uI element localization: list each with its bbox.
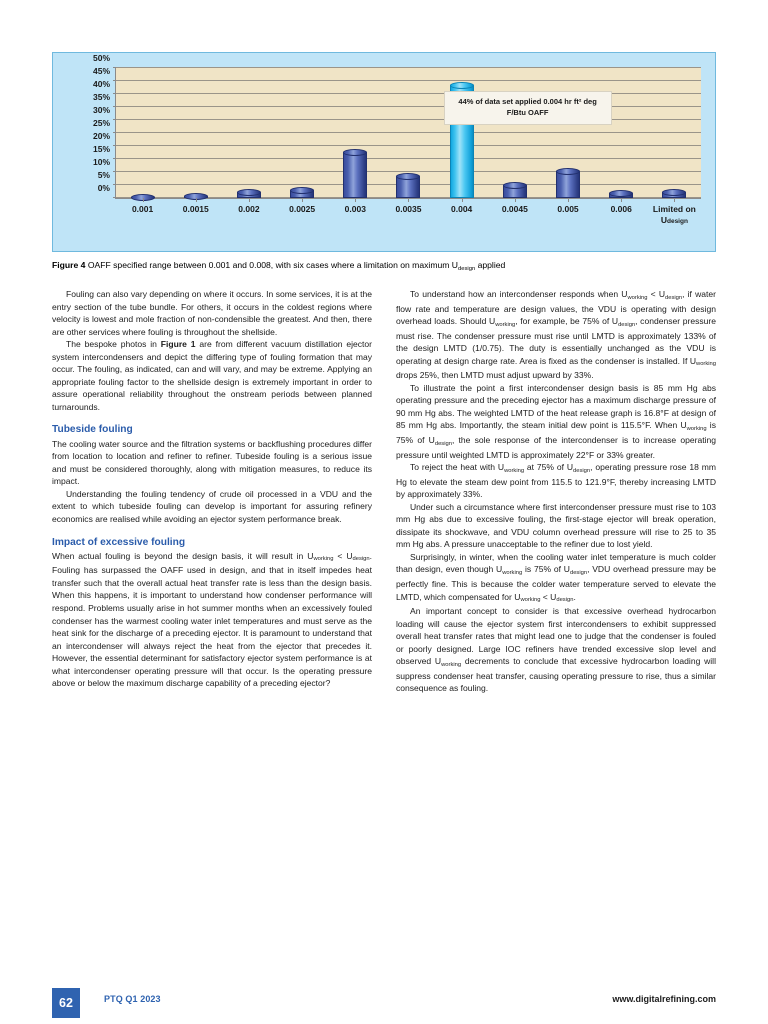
figure-1-reference: Figure 1 xyxy=(160,339,196,350)
subscript: working xyxy=(520,597,541,604)
x-axis-tick-label: 0.006 xyxy=(610,204,632,214)
x-axis-tick-label: 0.0035 xyxy=(395,204,422,214)
x-axis-tick-label: 0.0015 xyxy=(182,204,209,214)
y-axis-tick-label: 35% xyxy=(92,92,110,102)
paragraph xyxy=(52,338,372,413)
y-axis-tick-label: 25% xyxy=(92,118,110,128)
x-axis-tick-label: 0.0045 xyxy=(501,204,528,214)
bar-group[interactable] xyxy=(541,68,594,214)
paragraph-text: , VDU overhead pressure may be perfectly fine. This is because the colder water temperature served to elevate the LMTD, which compensated for U xyxy=(396,564,716,602)
paragraph-text: < U xyxy=(333,550,353,561)
figure-caption-label: Figure 4 xyxy=(52,260,86,270)
bar[interactable] xyxy=(662,191,686,198)
x-axis-tick-mark xyxy=(568,198,569,202)
paragraph-text: at 75% of U xyxy=(524,462,574,473)
subscript: design xyxy=(352,556,370,563)
paragraph-text: . xyxy=(573,591,576,602)
x-axis-tick-mark xyxy=(143,198,144,202)
y-axis-tick-label: 10% xyxy=(92,157,110,167)
paragraph xyxy=(396,382,716,461)
paragraph xyxy=(396,461,716,501)
bar-group[interactable] xyxy=(595,68,648,214)
section-heading-tubeside-fouling: Tubeside fouling xyxy=(52,424,133,436)
paragraph xyxy=(52,550,372,690)
page-number: 62 xyxy=(52,988,80,1018)
x-axis-tick-mark xyxy=(302,198,303,202)
subscript: working xyxy=(504,467,525,474)
y-axis-tick-label: 45% xyxy=(92,66,110,76)
paragraph-text: The bespoke photos in xyxy=(66,339,161,350)
right-column xyxy=(396,288,716,695)
figure-caption-subscript: design xyxy=(458,265,476,272)
subscript: working xyxy=(495,321,516,328)
paragraph-text: , condenser pressure must rise. The condenser pressure must rise until LMTD is approximately 133% of the design LMTD (1/0.75). The duty is essentially unchanged as the VDU is operating at design charge rate. Area is fixed as the condenser is installed. If U xyxy=(396,316,717,366)
bar-group[interactable] xyxy=(382,68,435,214)
y-axis-tick-label: 50% xyxy=(92,53,110,63)
subscript: working xyxy=(441,661,462,668)
paragraph-text: are from different vacuum distillation ejector system intercondensers and depict the differing type of fouling formation that may occur. The fouling, as indicated, can and will vary, and may be extreme. Applying an appropriate fouling factor to the shellside design is extremely important in order to assure operational reliability throughout the onstream periods between planned turnarounds. xyxy=(52,339,372,412)
subscript: working xyxy=(696,361,716,368)
subscript: design xyxy=(434,440,452,447)
page-footer xyxy=(52,988,716,1018)
bar[interactable] xyxy=(396,175,420,198)
paragraph-text: decrements to conclude that excessive hydrocarbon loading will suppress condenser heat transfer, causing operating pressure to rise, thus a similar consequence as fouling. xyxy=(396,656,716,694)
x-axis-tick-mark xyxy=(621,198,622,202)
website-url[interactable]: www.digitalrefining.com xyxy=(612,994,716,1004)
paragraph-text: , for example, be 75% of U xyxy=(515,316,619,327)
bar-group[interactable] xyxy=(435,68,488,214)
subscript: design xyxy=(573,467,591,474)
x-axis-tick-mark xyxy=(462,198,463,202)
bar-group[interactable] xyxy=(116,68,169,214)
chart-annotation: 44% of data set applied 0.004 hr ft² deg F/Btu OAFF xyxy=(444,91,612,125)
paragraph-text: To reject the heat with U xyxy=(410,462,505,473)
paragraph: Understanding the fouling tendency of crude oil processed in a VDU and the extent to which tubeside fouling can develop is important for assuring refinery economics are realised while avoiding an ejector system performance break. xyxy=(52,488,372,524)
y-axis-tick-label: 0% xyxy=(97,183,110,193)
x-axis-tick-label: 0.0025 xyxy=(289,204,316,214)
bar[interactable] xyxy=(290,189,314,198)
subscript: working xyxy=(502,570,523,577)
subscript: design xyxy=(665,294,683,301)
x-axis-tick-label: 0.003 xyxy=(344,204,366,214)
bar[interactable] xyxy=(343,151,367,198)
paragraph-text: When actual fouling is beyond the design basis, it will result in U xyxy=(52,550,314,561)
subscript: design xyxy=(556,597,574,604)
paragraph-text: . Fouling has surpassed the OAFF used in design, and that in itself impedes heat transfer such that the overall actual heat transfer rate is less than the design basis. When this happens, it is important to understand how condenser performance will respond. Problems usually arise in hot summer months when an excessively fouled condenser has the warmest cooling water inlet temperatures and must serve as the heat sink for the discharge of a preceding ejector. It is paramount to understand that an intercondenser will always reject the heat from the ejector that precedes it. However, the essential determinant for satisfactory ejector system performance is at what intercondenser operating pressure will that occur. Is the operating pressure above or below the maximum discharge capability of a preceding ejector? xyxy=(52,550,372,689)
left-column xyxy=(52,288,372,695)
y-axis-tick-label: 15% xyxy=(92,144,110,154)
figure-4 xyxy=(52,52,716,272)
bar-group[interactable] xyxy=(276,68,329,214)
figure-caption-text-2: applied xyxy=(475,260,506,270)
subscript: working xyxy=(627,294,648,301)
subscript: design xyxy=(569,570,588,577)
paragraph: Fouling can also vary depending on where it occurs. In some services, it is at the entry section of the tube bundle. For others, it occurs in the coldest regions where velocity is lowest and mole fraction of non-condensible the greatest. And then, there are other services where fouling is throughout the shellside. xyxy=(52,289,372,337)
y-axis-tick-label: 20% xyxy=(92,131,110,141)
issue-label: PTQ Q1 2023 xyxy=(104,994,161,1004)
y-axis-tick-label: 5% xyxy=(97,170,110,180)
x-axis-tick-mark xyxy=(196,198,197,202)
x-axis-tick-mark xyxy=(515,198,516,202)
x-axis-tick-label: 0.001 xyxy=(131,204,154,214)
bar-group[interactable] xyxy=(329,68,382,214)
paragraph-text: , the sole response of the intercondenser is to increase operating pressure until weighted LMTD is approximately 22°F or 33% greater. xyxy=(396,435,716,460)
paragraph-text: drops 25%, then LMTD must adjust upward by 33%. xyxy=(396,370,594,381)
paragraph-text: , if water flow rate and temperature are design values, the VDU is operating with design overhead loads. Should U xyxy=(396,289,716,327)
figure-caption xyxy=(52,260,716,272)
paragraph-text: Surprisingly, in winter, when the cooling water inlet temperature is much colder than design, even though U xyxy=(396,551,716,575)
chart-bars xyxy=(116,68,701,225)
x-axis-tick-mark xyxy=(249,198,250,202)
paragraph: Under such a circumstance where first intercondenser pressure must rise to 103 mm Hg abs due to excessive fouling, the first-stage ejector will break operation, dissipate its shockwave, and VDU column overhead pressure will rise to 25 to 35 mm Hg abs. A pressure unacceptable to the refiner due to lost yield. xyxy=(396,501,716,550)
article-body xyxy=(52,288,716,695)
paragraph-text: , operating pressure rose 18 mm Hg to elevate the steam dew point from 115.5 to 121.9°F, thereby increasing LMTD by approximately 33%. xyxy=(396,462,717,500)
section-heading-impact-of-excessive-fouling: Impact of excessive fouling xyxy=(52,536,186,548)
bar[interactable] xyxy=(503,184,527,198)
bar-group[interactable] xyxy=(648,68,701,225)
paragraph xyxy=(396,605,716,695)
paragraph-text: To understand how an intercondenser responds when U xyxy=(410,289,628,299)
bar-group[interactable] xyxy=(169,68,222,214)
y-axis-tick-label: 40% xyxy=(92,79,110,89)
bar-group[interactable] xyxy=(488,68,541,214)
x-axis-tick-label: 0.002 xyxy=(238,204,260,214)
figure-caption-text-1: OAFF specified range between 0.001 and 0.008, with six cases where a limitation on maximum U xyxy=(85,260,459,270)
subscript: working xyxy=(313,556,334,563)
y-axis-tick-label: 30% xyxy=(92,105,110,115)
x-axis-tick-mark xyxy=(674,198,675,202)
x-axis-tick-label: 0.004 xyxy=(451,204,473,214)
subscript: design xyxy=(618,321,636,328)
bar-group[interactable] xyxy=(222,68,275,214)
paragraph-text: is 75% of U xyxy=(522,564,570,575)
paragraph-text: < U xyxy=(647,289,665,299)
x-axis-tick-mark xyxy=(408,198,409,202)
paragraph xyxy=(396,288,716,382)
paragraph-text: < U xyxy=(540,591,557,602)
paragraph-text: An important concept to consider is that excessive overhead hydrocarbon loading will cause the ejector system first intercondensers to exhibit suppressed overall heat transfer rates that might lead one to judge that the condenser is fouled or poorly designed. Large IOC refiners have trended excessive slop level and observed U xyxy=(396,606,716,667)
paragraph-text: To illustrate the point a first intercondenser design basis is 85 mm Hg abs operating pressure and the preceding ejector has a maximum discharge pressure of 90 mm Hg abs. The weighted LMTD of the heat release graph is 16.8°F at design of 85 mm Hg abs. Importantly, the steam initial dew point is 115.5°F. When U xyxy=(396,382,716,431)
x-axis-tick-mark xyxy=(355,198,356,202)
paragraph: The cooling water source and the filtration systems or backflushing procedures differ from location to location and refiner to refiner. Tubeside fouling is a serious issue and must be considered thoroughly, along with mitigation measures, to reduce its impact. xyxy=(52,438,372,487)
x-axis-tick-label: Limited on Udesign xyxy=(652,204,696,225)
chart-plot-area xyxy=(92,53,701,225)
bar[interactable] xyxy=(237,191,261,198)
paragraph xyxy=(396,551,716,605)
paragraph-text: is 75% of U xyxy=(396,420,716,446)
x-axis-tick-label: 0.005 xyxy=(557,204,579,214)
subscript: working xyxy=(686,426,707,433)
bar[interactable] xyxy=(556,170,580,198)
chart-frame xyxy=(52,52,716,252)
